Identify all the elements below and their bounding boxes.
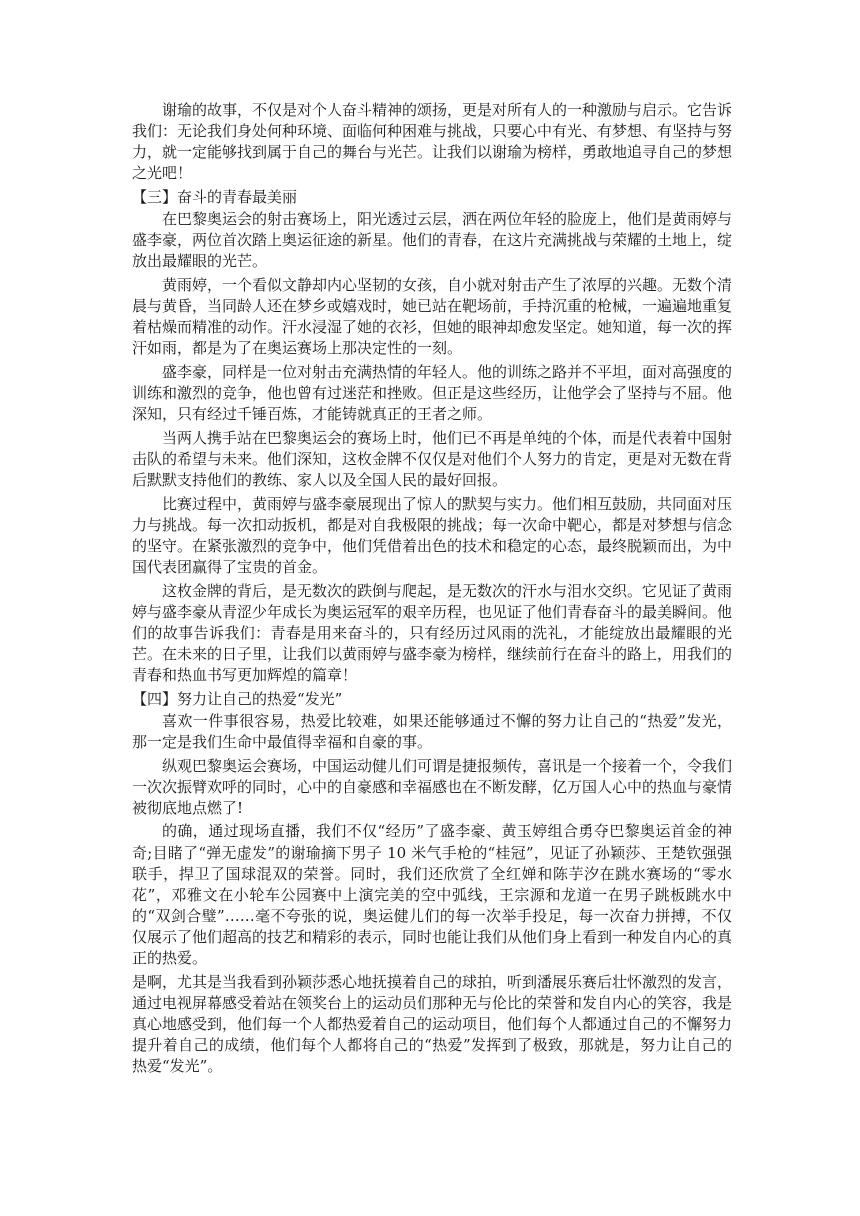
section-heading-three: 【三】奋斗的青春最美丽 bbox=[132, 187, 298, 206]
paragraph-huang-yuting: 黄雨婷，一个看似文静却内心坚韧的女孩，自小就对射击产生了浓厚的兴趣。无数个清晨与黄昏，当同龄人还在梦乡或嬉戏时，她已站在靶场前，手持沉重的枪械，一遍遍地重复着枯燥而精准的动作。汗水浸湿了她的衣衫，但她的眼神却愈发坚定。她知道，每一次的挥汗如雨，都是为了在奥运赛场上那决定性的一刻。 bbox=[132, 275, 733, 358]
section-heading-four: 【四】努力让自己的热爱“发光” bbox=[132, 689, 343, 708]
paragraph-closing-reflection: 是啊，尤其是当我看到孙颖莎悉心地抚摸着自己的球拍，听到潘展乐赛后壮怀激烈的发言，通过电视屏幕感受着站在领奖台上的运动员们那种无与伦比的荣誉和发自内心的笑容，我是真心地感受到，他们每一个人都热爱着自己的运动项目，他们每个人都通过自己的不懈努力提升着自己的成绩，他们每个人都将自己的“热爱”发挥到了极致，那就是，努力让自己的热爱“发光”。 bbox=[132, 972, 733, 1076]
paragraph-athlete-highlights: 的确，通过现场直播，我们不仅“经历”了盛李豪、黄玉婷组合勇夺巴黎奥运首金的神奇;目睹了“弹无虚发”的谢瑜摘下男子 10 米气手枪的“桂冠”，见证了孙颖莎、王楚钦强强联手，捍卫了国球混双的荣誉。同时，我们还欣赏了全红婵和陈芋汐在跳水赛场的“零水花”，邓雅文在小轮车公园赛中上演完美的空中弧线，王宗源和龙道一在男子跳板跳水中的“双剑合璧”……毫不夸张的说，奥运健儿们的每一次举手投足，每一次奋力拼搏，不仅仅展示了他们超高的技艺和精彩的表示，同时也能让我们从他们身上看到一种发自内心的真正的热爱。 bbox=[132, 822, 733, 967]
paragraph-sheng-lihao: 盛李豪，同样是一位对射击充满热情的年轻人。他的训练之路并不平坦，面对高强度的训练和激烈的竞争，他也曾有过迷茫和挫败。但正是这些经历，让他学会了坚持与不屈。他深知，只有经过千锤百炼，才能铸就真正的王者之师。 bbox=[132, 362, 733, 424]
document-page bbox=[132, 100, 732, 1080]
paragraph-xieyu-conclusion: 谢瑜的故事，不仅是对个人奋斗精神的颂扬，更是对所有人的一种激励与启示。它告诉我们：无论我们身处何种环境、面临何种困难与挑战，只要心中有光、有梦想、有坚持与努力，就一定能够找到属于自己的舞台与光芒。让我们以谢瑜为榜样，勇敢地追寻自己的梦想之光吧！ bbox=[132, 101, 733, 183]
paragraph-passion-intro: 喜欢一件事很容易，热爱比较难，如果还能够通过不懈的努力让自己的“热爱”发光，那一定是我们生命中最值得幸福和自豪的事。 bbox=[132, 711, 732, 751]
paragraph-gold-medal-meaning: 这枚金牌的背后，是无数次的跌倒与爬起，是无数次的汗水与泪水交织。它见证了黄雨婷与盛李豪从青涩少年成长为奥运冠军的艰辛历程，也见证了他们青春奋斗的最美瞬间。他们的故事告诉我们：青春是用来奋斗的，只有经历过风雨的洗礼，才能绽放出最耀眼的光芒。在未来的日子里，让我们以黄雨婷与盛李豪为榜样，继续前行在奋斗的路上，用我们的青春和热血书写更加辉煌的篇章！ bbox=[132, 581, 733, 684]
paragraph-paris-olympics: 纵观巴黎奥运会赛场，中国运动健儿们可谓是捷报频传，喜讯是一个接着一个，令我们一次次振臂欢呼的同时，心中的自豪感和幸福感也在不断发酵，亿万国人心中的热血与豪情被彻底地点燃了! bbox=[132, 756, 733, 817]
paragraph-competition: 比赛过程中，黄雨婷与盛李豪展现出了惊人的默契与实力。他们相互鼓励，共同面对压力与挑战。每一次扣动扳机，都是对自我极限的挑战；每一次命中靶心，都是对梦想与信念的坚守。在紧张激烈的竞争中，他们凭借着出色的技术和稳定的心态，最终脱颖而出，为中国代表团赢得了宝贵的首金。 bbox=[132, 494, 733, 576]
paragraph-shooting-intro: 在巴黎奥运会的射击赛场上，阳光透过云层，洒在两位年轻的脸庞上，他们是黄雨婷与盛李豪，两位首次踏上奥运征途的新星。他们的青春，在这片充满挑战与荣耀的土地上，绽放出最耀眼的光芒。 bbox=[132, 210, 733, 271]
paragraph-together-on-field: 当两人携手站在巴黎奥运会的赛场上时，他们已不再是单纯的个体，而是代表着中国射击队的希望与未来。他们深知，这枚金牌不仅仅是对他们个人努力的肯定，更是对无数在背后默默支持他们的教练、家人以及全国人民的最好回报。 bbox=[132, 428, 733, 489]
